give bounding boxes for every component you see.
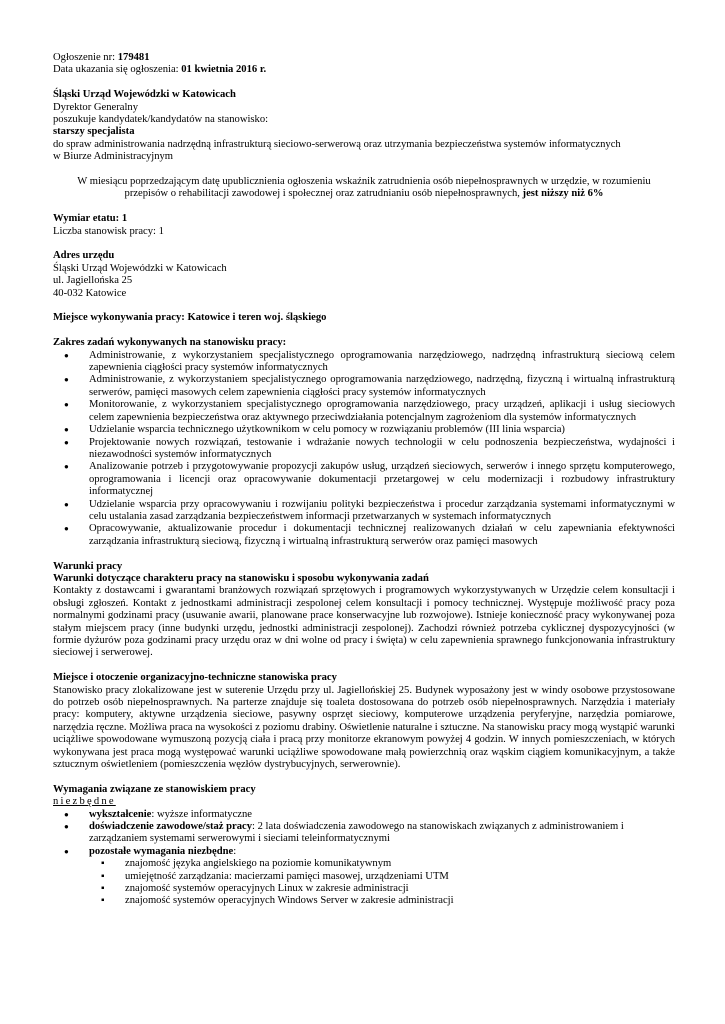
task-item: ● Analizowanie potrzeb i przygotowywanie propozycji zakupów usług, urządzeń sieciowych, serwerów i innego sprzętu komputerowego, oprogramowania i licencji oraz opracowywanie dokumentacji przetargowej w celu modernizacji i rozbudowy infrastruktury informatycznej: [53, 461, 675, 498]
director-title: Dyrektor Generalny: [53, 101, 139, 113]
address-heading: Adres urzędu: [53, 250, 115, 262]
seeking-text: poszukuje kandydatek/kandydatów na stanowisko:: [53, 114, 269, 126]
other-requirement-item: ▪ znajomość systemów operacyjnych Linux w zakresie administracji: [89, 883, 675, 895]
tasks-list: [53, 350, 675, 549]
environment-heading: Miejsce i otoczenie organizacyjno-techniczne stanowiska pracy: [53, 672, 337, 684]
education-label: wykształcenie: [89, 808, 152, 820]
other-requirement-item: ▪ znajomość systemów operacyjnych Windows Server w zakresie administracji: [89, 895, 675, 907]
other-requirements: [53, 846, 675, 908]
employment-notice-bold: jest niższy niż 6%: [522, 188, 604, 200]
education-value: : wyższe informatyczne: [151, 808, 252, 820]
experience-label: doświadczenie zawodowe/staż pracy: [89, 821, 253, 833]
position-scope-line2: w Biurze Administracyjnym: [53, 151, 174, 163]
office-name: Śląski Urząd Wojewódzki w Katowicach: [53, 89, 236, 101]
requirements-list: [53, 809, 675, 908]
task-item: ● Administrowanie, z wykorzystaniem specjalistycznego oprogramowania narzędziowego, nadrzędną, fizyczną i wirtualną infrastrukturą serwerów, pamięci masowych celem zapewnienia ciągłości pracy systemów informatycznych: [53, 374, 675, 399]
notice-number-label: Ogłoszenie nr:: [53, 52, 118, 63]
position-title: starszy specjalista: [53, 126, 135, 138]
requirements-heading: Wymagania związane ze stanowiskiem pracy: [53, 783, 256, 795]
document-page: [53, 52, 675, 908]
address-line3: 40-032 Katowice: [53, 287, 127, 299]
address-line2: ul. Jagiellońska 25: [53, 275, 133, 287]
task-item: ● Opracowywanie, aktualizowanie procedur i dokumentacji technicznej realizowanych działań w celu zapewniania efektywności zarządzania infrastrukturą sieciową, fizyczną i wirtualną infrastrukturą serwerów oraz pamięci masowych: [53, 523, 675, 548]
position-scope-line1: do spraw administrowania nadrzędną infrastrukturą sieciowo-serwerową oraz utrzymania bezpieczeństwa systemów informatycznych: [53, 138, 621, 150]
experience-value: : 2 lata doświadczenia zawodowego na stanowiskach związanych z administrowaniem i zarządzaniem systemami serwerowymi i sieciami teleinformatycznymi: [89, 821, 624, 845]
address-line1: Śląski Urząd Wojewódzki w Katowicach: [53, 262, 227, 274]
other-requirement-item: ▪ umiejętność zarządzania: macierzami pamięci masowej, urządzeniami UTM: [89, 871, 675, 883]
notice-number-line: [53, 52, 675, 64]
publication-date-label: Data ukazania się ogłoszenia:: [53, 64, 182, 76]
task-item: ● Monitorowanie, z wykorzystaniem specjalistycznego oprogramowania narzędziowego, pracy urządzeń, aplikacji i usług sieciowych celem zapewnienia bezpieczeństwa oraz aktywnego przeciwdziałania potencjalnym zagrożeniom dla systemów informatycznych: [53, 399, 675, 424]
publication-date-line: [53, 64, 675, 76]
positions-count: Liczba stanowisk pracy: 1: [53, 225, 164, 237]
employment-notice-text: W miesiącu poprzedzającym datę upublicznienia ogłoszenia wskaźnik zatrudnienia osób niepełnosprawnych w urzędzie, w rozumieniu przepisów o rehabilitacji zawodowej i społecznej oraz zatrudnianiu osób niepełnosprawnych,: [77, 176, 651, 200]
experience-requirement: [53, 821, 675, 846]
other-requirements-list: [89, 858, 675, 908]
conditions-heading: Warunki pracy: [53, 560, 123, 572]
other-requirements-label: pozostałe wymagania niezbędne: [89, 845, 234, 857]
employment-notice: [53, 176, 675, 201]
conditions-text: Kontakty z dostawcami i gwarantami branżowych rozwiązań sprzętowych i programowych wykorzystywanych w Urzędzie celem konsultacji i obsługi zgłoszeń. Kontakt z jednostkami administracji zespolonej celem konsultacji i pomocy technicznej. Występuje możliwość pracy poza normalnymi godzinami pracy (usuwanie awarii, planowane prace konserwacyjne lub rozwojowe). Istnieje konieczność pracy wykonywanej poza stałym miejscem pracy (inne budynki urzędu, jednostki administracji zespolonej). Zachodzi również potrzeba cyklicznej dyspozycyjności (w formie dyżurów poza godzinami pracy urzędu oraz w dni wolne od pracy i święta) w celu zapewnienia sprawnego funkcjonowania infrastruktury sieciowej i serwerowej.: [53, 585, 675, 659]
other-requirements-colon: :: [233, 845, 237, 857]
environment-text: Stanowisko pracy zlokalizowane jest w suterenie Urzędu przy ul. Jagiellońskiej 25. Budynek wyposażony jest w windy osobowe przystosowane do potrzeb osób niepełnosprawnych. Na parterze znajduje się toaleta dostosowana do potrzeb osób niepełnosprawnych. Narzędzia i materiały pracy: komputery, aktywne urządzenia sieciowe, pasywny osprzęt sieciowy, komputerowe urządzenia peryferyjne, narzędzia pomiarowe, narzędzia ręczne. Możliwa praca na wysokości z poziomu drabiny. Oświetlenie naturalne i sztuczne. Na stanowisku pracy mogą wystąpić warunki uciążliwe spowodowane wymuszoną pozycją ciała i pracą przy monitorze ekranowym powyżej 4 godzin. W innych pomieszczeniach, w których wykonywana jest praca mogą występować warunki uciążliwe spowodowane małą powierzchnią oraz wąskim ciągiem komunikacyjnym, a także sztucznym oświetleniem (pomieszczenia węzłów dystrybucyjnych, serwerownie).: [53, 684, 675, 771]
notice-number: 179481: [117, 52, 150, 63]
task-item: ● Udzielanie wsparcia przy opracowywaniu i rozwijaniu polityki bezpieczeństwa i procedur zarządzania systemami informatycznymi w celu ustalania zasad zarządzania bezpieczeństwem informacji przetwarzanych w systemach informatycznych: [53, 499, 675, 524]
workplace: Miejsce wykonywania pracy: Katowice i teren woj. śląskiego: [53, 312, 327, 324]
tasks-heading: Zakres zadań wykonywanych na stanowisku pracy:: [53, 337, 287, 349]
education-requirement: [53, 809, 675, 821]
task-item: ● Projektowanie nowych rozwiązań, testowanie i wdrażanie nowych technologii w celu podnoszenia bezpieczeństwa, wydajności i niezawodności systemów informatycznych: [53, 437, 675, 462]
etat-label: Wymiar etatu: 1: [53, 213, 128, 225]
task-item: ● Administrowanie, z wykorzystaniem specjalistycznego oprogramowania narzędziowego, nadrzędną infrastrukturą sieciową celem zapewnienia ciągłości pracy systemów informatycznych: [53, 350, 675, 375]
necessary-label: niezbędne: [53, 796, 116, 808]
other-requirement-item: ▪ znajomość języka angielskiego na poziomie komunikatywnym: [89, 858, 675, 870]
conditions-subheading: Warunki dotyczące charakteru pracy na stanowisku i sposobu wykonywania zadań: [53, 572, 429, 584]
task-item: ● Udzielanie wsparcia technicznego użytkownikom w celu pomocy w rozwiązaniu problemów (III linia wsparcia): [53, 424, 675, 436]
publication-date: 01 kwietnia 2016 r.: [181, 64, 267, 76]
